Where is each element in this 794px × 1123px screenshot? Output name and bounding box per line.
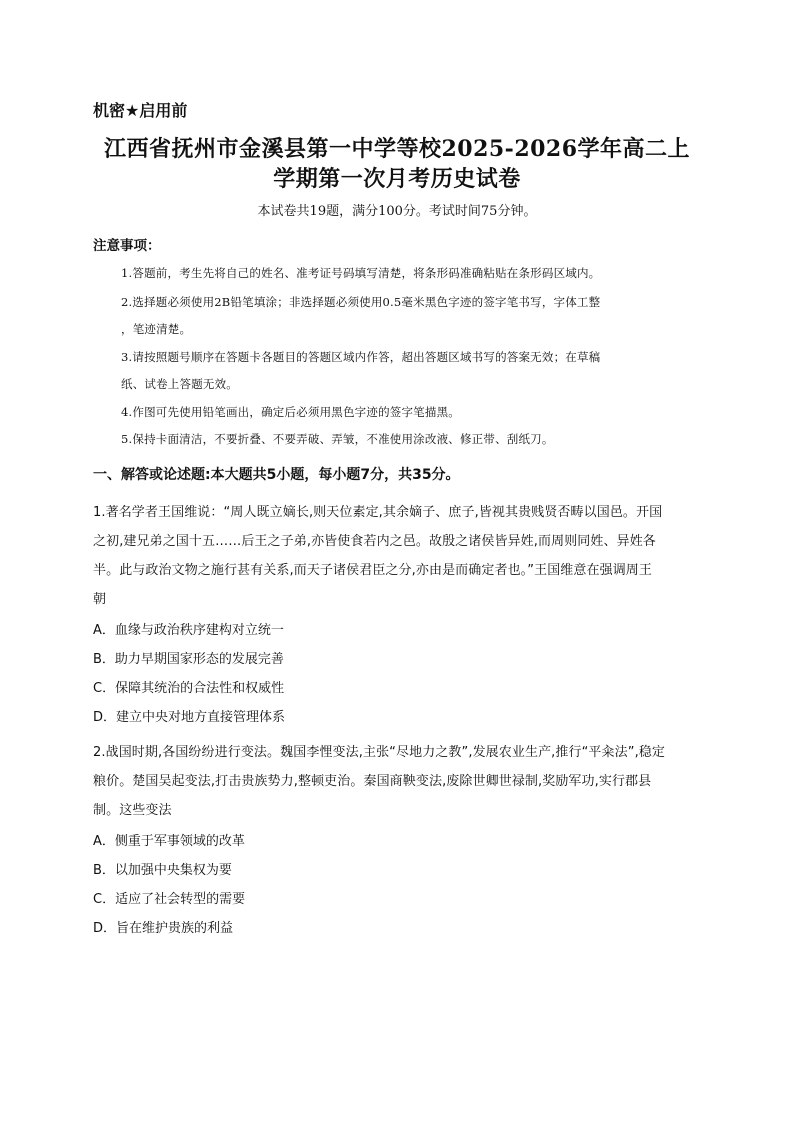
note-line: 纸、试卷上答题无效。 [121,377,238,391]
note-line: ，笔迹清楚。 [121,322,192,336]
exam-info: 本试卷共19题，满分100分。考试时间75分钟。 [257,204,537,219]
question-1-option-a: A．血缘与政治秩序建构对立统一 [93,623,284,638]
notes-heading: 注意事项： [93,238,161,254]
question-1-option-b: B．助力早期国家形态的发展完善 [93,652,284,667]
confidential-label: 机密★启用前 [93,101,188,120]
note-line: 5.保持卡面清洁，不要折叠、不要弄破、弄皱，不准使用涂改液、修正带、刮纸刀。 [121,432,554,446]
question-1-option-d: D．建立中央对地方直接管理体系 [93,710,286,725]
exam-title-line-1: 江西省抚州市金溪县第一中学等校2025-2026学年高二上 [103,136,691,162]
note-line: 1.答题前，考生先将自己的姓名、准考证号码填写清楚，将条形码准确粘贴在条形码区域内。 [121,266,601,280]
question-2-option-b: B．以加强中央集权为要 [93,863,232,878]
section-heading: 一、解答或论述题:本大题共5小题，每小题7分，共35分。 [93,467,460,483]
question-1-line: 之初,建兄弟之国十五……后王之子弟,亦皆使食若内之邑。故殷之诸侯皆异姓,而周则同姓、异姓各 [93,534,656,549]
question-2-line: 2.战国时期,各国纷纷进行变法。魏国李悝变法,主张“尽地力之教”,发展农业生产,推行“平籴法”,稳定 [93,745,666,760]
exam-title-line-2: 学期第一次月考历史试卷 [273,166,521,192]
question-2-option-c: C．适应了社会转型的需要 [93,892,246,907]
question-2-line: 粮价。楚国吴起变法,打击贵族势力,整顿吏治。秦国商鞅变法,废除世卿世禄制,奖励军功,实行郡县 [93,774,652,789]
question-2-line: 制。这些变法 [93,803,172,818]
note-line: 2.选择题必须使用2B铅笔填涂；非选择题必须使用0.5毫米黑色字迹的签字笔书写，字体工整 [121,295,601,309]
question-1-option-c: C．保障其统治的合法性和权威性 [93,681,285,696]
note-line: 4.作图可先使用铅笔画出，确定后必须用黑色字迹的签字笔描黑。 [121,405,460,419]
question-1-line: 1.著名学者王国维说：“周人既立嫡长,则天位素定,其余嫡子、庶子,皆视其贵贱贤否畴以国邑。开国 [93,505,663,520]
question-2-option-d: D．旨在维护贵族的利益 [93,921,234,936]
question-2-option-a: A．侧重于军事领域的改革 [93,834,245,849]
note-line: 3.请按照题号顺序在答题卡各题目的答题区域内作答，超出答题区域书写的答案无效；在草稿 [121,350,601,364]
question-1-line: 朝 [93,592,107,607]
question-1-line: 半。此与政治文物之施行甚有关系,而天子诸侯君臣之分,亦由是而确定者也。”王国维意在强调周王 [93,563,652,578]
